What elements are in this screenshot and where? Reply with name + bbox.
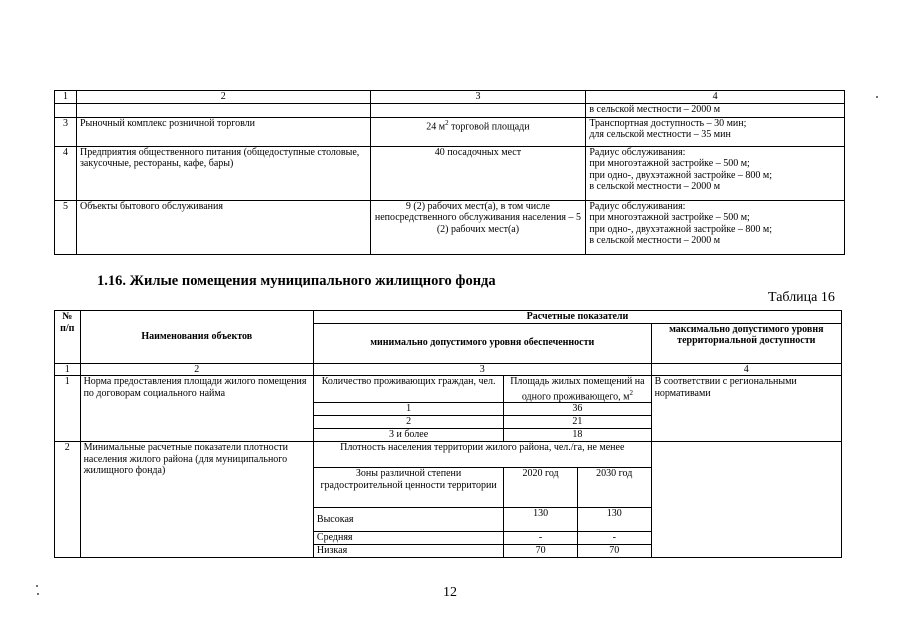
row-number: 4 xyxy=(55,146,77,200)
scan-speck xyxy=(36,585,38,587)
table-row xyxy=(55,200,845,254)
header-number: № п/п xyxy=(55,311,81,364)
zones-header: Зоны различной степени градостроительной ценности территории xyxy=(313,468,503,508)
accessibility-line: Радиус обслуживания: xyxy=(589,146,686,158)
area-value: 36 xyxy=(504,403,651,416)
table-row xyxy=(55,117,845,146)
accessibility-line: при многоэтажной застройке – 500 м; xyxy=(589,158,750,169)
header-min-level: минимально допустимого уровня обеспеченности xyxy=(313,323,651,363)
year-2020-header: 2020 год xyxy=(504,468,578,508)
residents-count: 1 xyxy=(313,403,503,416)
residents-count: 3 и более xyxy=(313,429,503,442)
header-object-name: Наименования объектов xyxy=(80,311,313,364)
density-2020: 130 xyxy=(504,508,578,532)
accessibility-line: при одно-, двухэтажной застройке – 800 м; xyxy=(589,223,772,235)
row-number: 1 xyxy=(55,376,81,442)
accessibility-line: для сельской местности – 35 мин xyxy=(589,129,731,140)
accessibility xyxy=(586,117,845,146)
object-norm xyxy=(370,103,586,117)
services-table-continued xyxy=(54,90,845,255)
area-value: 18 xyxy=(504,429,651,442)
object-norm: 24 $м^2$ торговой площади xyxy=(370,117,586,146)
col-index-1: 1 xyxy=(55,91,77,104)
density-2030: - xyxy=(577,532,651,545)
object-name: Предприятия общественного питания (общедоступные столовые, закусочные, рестораны, кафе, бары) xyxy=(76,146,370,200)
housing-table xyxy=(54,310,842,558)
header-calculated-indicators: Расчетные показатели xyxy=(313,311,841,324)
accessibility xyxy=(586,103,845,117)
density-2030: 130 xyxy=(577,508,651,532)
accessibility xyxy=(586,146,845,200)
col-index-4: 4 xyxy=(651,363,841,376)
object-name: Минимальные расчетные показатели плотности населения жилого района (для муниципального жилищного фонда) xyxy=(80,442,313,558)
year-2030-header: 2030 год xyxy=(577,468,651,508)
col-index-4: 4 xyxy=(586,91,845,104)
zone-name: Высокая xyxy=(313,508,503,532)
table-row xyxy=(55,376,842,403)
object-name: Рыночный комплекс розничной торговли xyxy=(76,117,370,146)
max-level-note: В соответствии с региональными нормативами xyxy=(651,376,841,442)
accessibility-line: в сельской местности – 2000 м xyxy=(589,181,721,192)
col-index-3: 3 xyxy=(313,363,651,376)
scan-speck xyxy=(37,593,39,595)
density-2030: 70 xyxy=(577,545,651,558)
col-index-3: 3 xyxy=(370,91,586,104)
zone-name: Низкая xyxy=(313,545,503,558)
col-index-1: 1 xyxy=(55,363,81,376)
density-2020: 70 xyxy=(504,545,578,558)
table-row xyxy=(55,103,845,117)
accessibility-line: в сельской местности – 2000 м xyxy=(589,103,721,115)
accessibility-line: Радиус обслуживания: xyxy=(589,200,686,212)
col-index-2: 2 xyxy=(80,363,313,376)
zone-name: Средняя xyxy=(313,532,503,545)
residents-count: 2 xyxy=(313,416,503,429)
header-max-level: максимально допустимого уровня территориальной доступности xyxy=(651,323,841,363)
residents-count-header: Количество проживающих граждан, чел. xyxy=(313,376,503,403)
object-name: Объекты бытового обслуживания xyxy=(76,200,370,254)
max-level-empty xyxy=(651,442,841,558)
area-value: 21 xyxy=(504,416,651,429)
accessibility-line: Транспортная доступность – 30 мин; xyxy=(589,117,747,129)
object-name xyxy=(76,103,370,117)
area-per-resident-header: Площадь жилых помещений на одного проживающего, $м^2$ xyxy=(504,376,651,403)
density-2020: - xyxy=(504,532,578,545)
accessibility-line: при многоэтажной застройке – 500 м; xyxy=(589,212,750,223)
col-index-2: 2 xyxy=(76,91,370,104)
accessibility-line: при одно-, двухэтажной застройке – 800 м; xyxy=(589,169,772,181)
row-number: 2 xyxy=(55,442,81,558)
object-norm: 9 (2) рабочих мест(а), в том числе непосредственного обслуживания населения – 5 (2) рабочих мест(а) xyxy=(370,200,586,254)
table-row xyxy=(55,146,845,200)
accessibility-line: в сельской местности – 2000 м xyxy=(589,235,721,246)
row-number: 3 xyxy=(55,117,77,146)
row-number: 5 xyxy=(55,200,77,254)
row-number xyxy=(55,103,77,117)
density-header: Плотность населения территории жилого района, чел./га, не менее xyxy=(313,442,651,468)
page-number: 12 xyxy=(443,585,457,600)
section-heading: 1.16. Жилые помещения муниципального жилищного фонда xyxy=(97,273,496,289)
object-name: Норма предоставления площади жилого помещения по договорам социального найма xyxy=(80,376,313,442)
accessibility xyxy=(586,200,845,254)
table-row xyxy=(55,442,842,468)
object-norm: 40 посадочных мест xyxy=(370,146,586,200)
scan-speck xyxy=(876,96,878,98)
table-caption: Таблица 16 xyxy=(768,290,835,305)
